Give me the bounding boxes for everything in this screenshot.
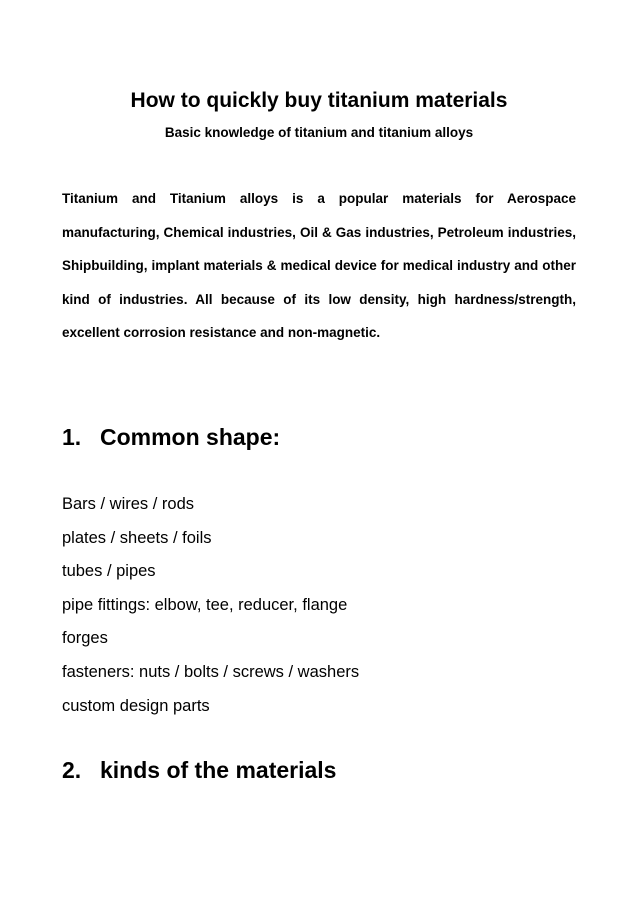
intro-paragraph: Titanium and Titanium alloys is a popular materials for Aerospace manufacturing, Chemical industries, Oil & Gas industries, Petroleum industries, Shipbuilding, implant materials & medical device for medical industry and other kind of industries. All because of its low density, high hardness/strength, excellent corrosion resistance and non-magnetic.: [62, 191, 576, 341]
section-number: 1.: [62, 424, 82, 450]
section-title: Common shape:: [100, 424, 281, 450]
list-item: pipe fittings: elbow, tee, reducer, flange: [62, 595, 348, 614]
section-number: 2.: [62, 757, 82, 783]
section-title: kinds of the materials: [100, 757, 337, 783]
list-item: plates / sheets / foils: [62, 528, 212, 547]
document-subtitle: Basic knowledge of titanium and titanium alloys: [164, 125, 474, 140]
list-item: custom design parts: [62, 696, 210, 715]
section-heading-kinds-of-materials: [62, 755, 602, 785]
list-item: fasteners: nuts / bolts / screws / washers: [62, 662, 360, 681]
section-heading-common-shape: [62, 422, 602, 452]
list-item: tubes / pipes: [62, 562, 156, 581]
common-shape-list: [62, 488, 602, 723]
document-title: How to quickly buy titanium materials: [130, 89, 508, 112]
list-item: forges: [62, 629, 108, 648]
list-item: Bars / wires / rods: [62, 495, 195, 513]
